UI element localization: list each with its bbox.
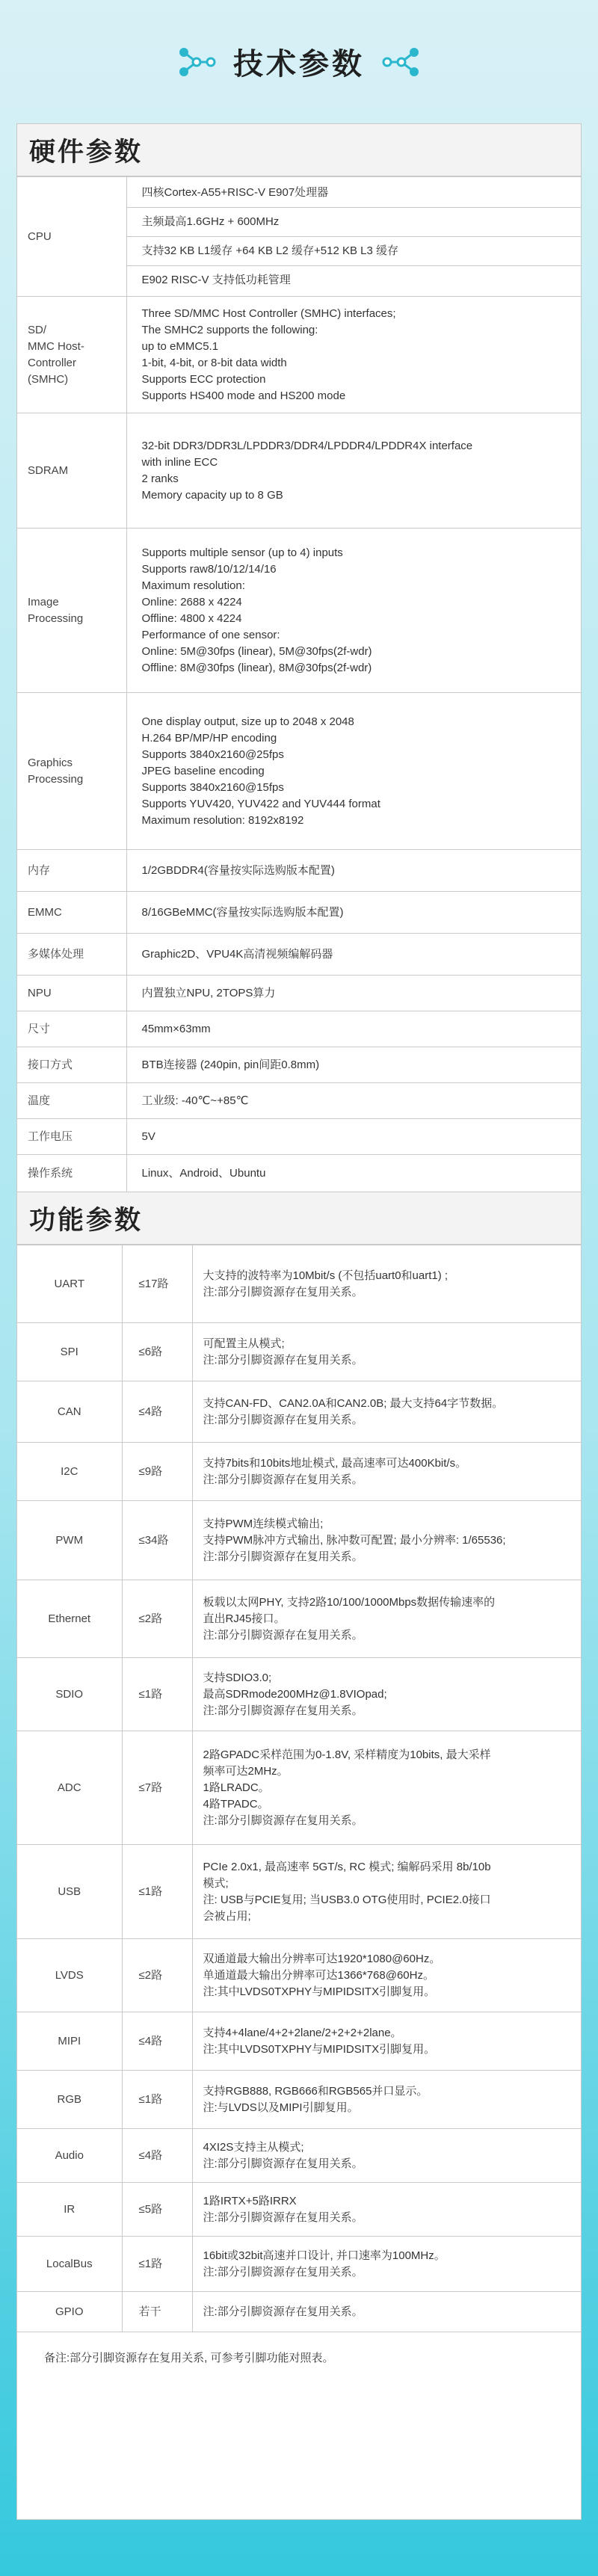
row-label-line: Processing (28, 611, 84, 625)
row-value-line: Supports YUV420, YUV422 and YUV444 format (141, 797, 380, 810)
function-description-line: 1路LRADC。 (203, 1781, 270, 1794)
function-count: ≤1路 (122, 1658, 192, 1731)
row-value-line: H.264 BP/MP/HP encoding (141, 731, 277, 745)
table-row (17, 2012, 581, 2071)
row-label-line: 多媒体处理 (28, 947, 84, 961)
row-value-line: 45mm×63mm (141, 1022, 211, 1035)
row-value-line: 1/2GBDDR4(容量按实际选购版本配置) (141, 863, 335, 877)
row-label-line: Controller (28, 356, 77, 369)
function-description-line: 注:部分引脚资源存在复用关系。 (203, 1704, 363, 1717)
table-row (17, 1845, 581, 1939)
row-label (17, 976, 126, 1011)
table-row (17, 1323, 581, 1381)
table-row (17, 1658, 581, 1731)
function-name: GPIO (17, 2292, 122, 2332)
function-count: ≤4路 (122, 2129, 192, 2183)
function-description (192, 1381, 581, 1443)
function-description-line: 注:部分引脚资源存在复用关系。 (203, 1285, 363, 1298)
row-label (17, 892, 126, 934)
row-value-line: Supports 3840x2160@25fps (141, 748, 284, 761)
row-label (17, 1155, 126, 1192)
molecule-left-icon (176, 43, 217, 81)
functions-table (17, 1245, 581, 2332)
function-description (192, 1580, 581, 1658)
function-count: ≤2路 (122, 1939, 192, 2012)
function-description-line: 注:其中LVDS0TXPHY与MIPIDSITX引脚复用。 (203, 1985, 436, 1998)
function-name: Ethernet (17, 1580, 122, 1658)
row-label-line: 尺寸 (28, 1022, 51, 1035)
row-label (17, 850, 126, 892)
function-description-line: 支持7bits和10bits地址模式, 最高速率可达400Kbit/s。 (203, 1456, 467, 1470)
row-label: CPU (17, 177, 126, 297)
row-value (126, 1047, 581, 1083)
function-description (192, 1939, 581, 2012)
row-value-line: Memory capacity up to 8 GB (141, 488, 283, 502)
row-value-line: Maximum resolution: (141, 579, 245, 592)
table-row (17, 1155, 581, 1192)
function-name: SPI (17, 1323, 122, 1381)
footnote: 备注:部分引脚资源存在复用关系, 可参考引脚功能对照表。 (44, 2351, 334, 2364)
function-description-line: 会被占用; (203, 1909, 251, 1923)
row-value-line: Offline: 4800 x 4224 (141, 611, 242, 625)
row-value-line: up to eMMC5.1 (141, 339, 219, 353)
function-description-line: 注:部分引脚资源存在复用关系。 (203, 1550, 363, 1563)
row-label-line: NPU (28, 986, 52, 999)
function-description-line: 4路TPADC。 (203, 1797, 269, 1811)
function-description-line: 16bit或32bit高速并口设计, 并口速率为100MHz。 (203, 2249, 446, 2262)
function-description-line: 单通道最大输出分辨率可达1366*768@60Hz。 (203, 1968, 434, 1982)
row-label (17, 413, 126, 529)
function-description-line: 大支持的波特率为10Mbit/s (不包括uart0和uart1) ; (203, 1269, 449, 1282)
function-description-line: 支持PWM连续模式输出; (203, 1517, 324, 1530)
table-row (17, 529, 581, 693)
function-description (192, 1501, 581, 1580)
function-description-line: 2路GPADC采样范围为0-1.8V, 采样精度为10bits, 最大采样 (203, 1748, 491, 1761)
page-title: 技术参数 (233, 48, 365, 81)
table-row (17, 892, 581, 934)
function-count: ≤6路 (122, 1323, 192, 1381)
function-description-line: 支持SDIO3.0; (203, 1671, 272, 1684)
row-value-line: 1-bit, 4-bit, or 8-bit data width (141, 356, 287, 369)
row-label (17, 693, 126, 850)
cpu-item: 四核Cortex-A55+RISC-V E907处理器 (127, 179, 582, 208)
row-label-line: 接口方式 (28, 1058, 73, 1071)
row-label-line: 内存 (28, 863, 51, 877)
cpu-item: 主频最高1.6GHz + 600MHz (127, 208, 582, 237)
functions-section-title: 功能参数 (17, 1192, 581, 1245)
table-row (17, 2183, 581, 2237)
function-count: ≤7路 (122, 1731, 192, 1845)
row-value-line: Supports 3840x2160@15fps (141, 780, 284, 794)
function-description-line: 可配置主从模式; (203, 1337, 285, 1350)
row-label-line: 操作系统 (28, 1166, 73, 1180)
row-value-line: Supports raw8/10/12/14/16 (141, 562, 277, 576)
row-value (126, 1083, 581, 1119)
row-value-line: JPEG baseline encoding (141, 764, 265, 777)
table-row (17, 2129, 581, 2183)
table-row (17, 1011, 581, 1047)
function-description-line: 直出RJ45接口。 (203, 1612, 286, 1625)
function-description-line: 注:部分引脚资源存在复用关系。 (203, 2157, 363, 2170)
row-label-line: MMC Host- (28, 339, 84, 353)
function-description (192, 1845, 581, 1939)
function-name: I2C (17, 1443, 122, 1501)
hardware-section-title: 硬件参数 (17, 124, 581, 176)
row-value-line: Offline: 8M@30fps (linear), 8M@30fps(2f-wdr) (141, 661, 372, 674)
function-description-line: 注:部分引脚资源存在复用关系。 (203, 2265, 363, 2278)
row-value-line: Supports ECC protection (141, 372, 266, 386)
function-count: ≤1路 (122, 2071, 192, 2129)
function-description-line: 频率可达2MHz。 (203, 1764, 289, 1778)
function-name: UART (17, 1245, 122, 1323)
function-description-line: 注:与LVDS以及MIPI引脚复用。 (203, 2101, 359, 2114)
spec-card (16, 123, 582, 2520)
row-label (17, 934, 126, 976)
row-label-line: 温度 (28, 1094, 51, 1107)
table-row (17, 693, 581, 850)
table-row (17, 1245, 581, 1323)
function-description-line: 注:部分引脚资源存在复用关系。 (203, 1814, 363, 1827)
function-description-line: 板载以太网PHY, 支持2路10/100/1000Mbps数据传输速率的 (203, 1595, 496, 1609)
function-description-line: 注:部分引脚资源存在复用关系。 (203, 2210, 363, 2224)
row-value (126, 693, 581, 850)
function-description (192, 2071, 581, 2129)
row-value-line: Online: 5M@30fps (linear), 5M@30fps(2f-wdr) (141, 644, 372, 658)
function-description (192, 2183, 581, 2237)
function-description (192, 2129, 581, 2183)
table-row (17, 1580, 581, 1658)
row-value-line: Online: 2688 x 4224 (141, 595, 242, 608)
row-value-line: Performance of one sensor: (141, 628, 280, 641)
function-count: ≤2路 (122, 1580, 192, 1658)
function-name: CAN (17, 1381, 122, 1443)
function-description-line: 注:其中LVDS0TXPHY与MIPIDSITX引脚复用。 (203, 2042, 436, 2056)
row-label (17, 1011, 126, 1047)
hardware-table (17, 176, 581, 1192)
table-row (17, 2237, 581, 2292)
table-row (17, 2071, 581, 2129)
function-description-line: PCIe 2.0x1, 最高速率 5GT/s, RC 模式; 编解码采用 8b/10b (203, 1860, 491, 1873)
function-count: ≤1路 (122, 1845, 192, 1939)
function-count: ≤4路 (122, 1381, 192, 1443)
molecule-right-icon (381, 43, 422, 81)
row-value-line: 32-bit DDR3/DDR3L/LPDDR3/DDR4/LPDDR4/LPDDR4X interface (141, 439, 473, 452)
row-label-line: (SMHC) (28, 372, 69, 386)
row-value-line: Supports HS400 mode and HS200 mode (141, 389, 346, 402)
function-description (192, 2292, 581, 2332)
function-name: RGB (17, 2071, 122, 2129)
function-count: ≤34路 (122, 1501, 192, 1580)
row-value-line: with inline ECC (141, 455, 218, 469)
cpu-values (126, 177, 581, 297)
row-label (17, 297, 126, 413)
table-row (17, 1939, 581, 2012)
row-value-line: 5V (141, 1130, 155, 1143)
row-value-line: Maximum resolution: 8192x8192 (141, 813, 304, 827)
function-description-line: 注:部分引脚资源存在复用关系。 (203, 1628, 363, 1642)
table-row (17, 2292, 581, 2332)
row-value-line: 内置独立NPU, 2TOPS算力 (141, 986, 276, 999)
function-description-line: 注:部分引脚资源存在复用关系。 (203, 1473, 363, 1486)
row-label (17, 1083, 126, 1119)
row-value-line: 2 ranks (141, 472, 179, 485)
row-value (126, 529, 581, 693)
function-description-line: 双通道最大输出分辨率可达1920*1080@60Hz。 (203, 1952, 441, 1965)
function-description-line: 支持4+4lane/4+2+2lane/2+2+2+2lane。 (203, 2026, 402, 2039)
function-name: IR (17, 2183, 122, 2237)
table-row (17, 976, 581, 1011)
row-value (126, 413, 581, 529)
row-value-line: The SMHC2 supports the following: (141, 323, 318, 336)
function-count: ≤5路 (122, 2183, 192, 2237)
function-name: LVDS (17, 1939, 122, 2012)
function-description-line: 支持RGB888, RGB666和RGB565并口显示。 (203, 2084, 428, 2098)
function-description-line: 注:部分引脚资源存在复用关系。 (203, 1413, 363, 1426)
function-description-line: 模式; (203, 1876, 229, 1890)
function-count: ≤4路 (122, 2012, 192, 2071)
row-value-line: Three SD/MMC Host Controller (SMHC) interfaces; (141, 306, 396, 320)
row-label-line: EMMC (28, 905, 62, 919)
function-description-line: 注: USB与PCIE复用; 当USB3.0 OTG使用时, PCIE2.0接口 (203, 1893, 491, 1906)
function-name: USB (17, 1845, 122, 1939)
function-name: SDIO (17, 1658, 122, 1731)
function-description-line: 4XI2S支持主从模式; (203, 2140, 304, 2154)
row-value-line: Supports multiple sensor (up to 4) inputs (141, 546, 343, 559)
row-value (126, 850, 581, 892)
function-name: MIPI (17, 2012, 122, 2071)
function-description (192, 1731, 581, 1845)
function-count: ≤9路 (122, 1443, 192, 1501)
row-value-line: One display output, size up to 2048 x 2048 (141, 715, 354, 728)
function-description (192, 2012, 581, 2071)
function-description-line: 支持CAN-FD、CAN2.0A和CAN2.0B; 最大支持64字节数据。 (203, 1396, 504, 1410)
function-name: LocalBus (17, 2237, 122, 2292)
row-value-line: BTB连接器 (240pin, pin间距0.8mm) (141, 1058, 320, 1071)
row-value-line: 工业级: -40℃~+85℃ (141, 1094, 249, 1107)
row-label-line: Processing (28, 772, 84, 786)
cpu-item: E902 RISC-V 支持低功耗管理 (141, 274, 291, 286)
table-row (17, 934, 581, 976)
function-description (192, 1245, 581, 1323)
table-row (17, 1381, 581, 1443)
row-value-line: Graphic2D、VPU4K高清视频编解码器 (141, 947, 333, 961)
function-description (192, 1658, 581, 1731)
function-description-line: 注:部分引脚资源存在复用关系。 (203, 1353, 363, 1366)
table-row (17, 850, 581, 892)
row-value-line: Linux、Android、Ubuntu (141, 1166, 266, 1180)
row-label-line: 工作电压 (28, 1130, 73, 1143)
row-value (126, 297, 581, 413)
function-description-line: 1路IRTX+5路IRRX (203, 2194, 297, 2207)
function-description (192, 1323, 581, 1381)
row-value (126, 1119, 581, 1155)
row-value (126, 976, 581, 1011)
function-count: ≤1路 (122, 2237, 192, 2292)
function-name: ADC (17, 1731, 122, 1845)
function-description-line: 注:部分引脚资源存在复用关系。 (203, 2305, 363, 2318)
row-value-line: 8/16GBeMMC(容量按实际选购版本配置) (141, 905, 344, 919)
table-row (17, 177, 581, 297)
row-label-line: SDRAM (28, 463, 69, 477)
function-count: ≤17路 (122, 1245, 192, 1323)
row-value (126, 1155, 581, 1192)
row-label (17, 1119, 126, 1155)
row-label-line: Image (28, 595, 59, 608)
table-row (17, 1047, 581, 1083)
function-description (192, 1443, 581, 1501)
row-label (17, 1047, 126, 1083)
table-row (17, 1731, 581, 1845)
function-name: Audio (17, 2129, 122, 2183)
function-description-line: 最高SDRmode200MHz@1.8VIOpad; (203, 1687, 387, 1701)
row-label-line: Graphics (28, 756, 73, 769)
table-row (17, 413, 581, 529)
page-header (0, 0, 598, 123)
function-name: PWM (17, 1501, 122, 1580)
table-row (17, 1083, 581, 1119)
table-row (17, 1501, 581, 1580)
row-value (126, 934, 581, 976)
row-value (126, 1011, 581, 1047)
table-row (17, 1443, 581, 1501)
table-row (17, 1119, 581, 1155)
function-count: 若干 (122, 2292, 192, 2332)
cpu-item: 支持32 KB L1缓存 +64 KB L2 缓存+512 KB L3 缓存 (127, 237, 582, 266)
row-label-line: SD/ (28, 323, 47, 336)
row-value (126, 892, 581, 934)
function-description-line: 支持PWM脉冲方式输出, 脉冲数可配置; 最小分辨率: 1/65536; (203, 1533, 506, 1547)
row-label (17, 529, 126, 693)
table-row (17, 297, 581, 413)
function-description (192, 2237, 581, 2292)
